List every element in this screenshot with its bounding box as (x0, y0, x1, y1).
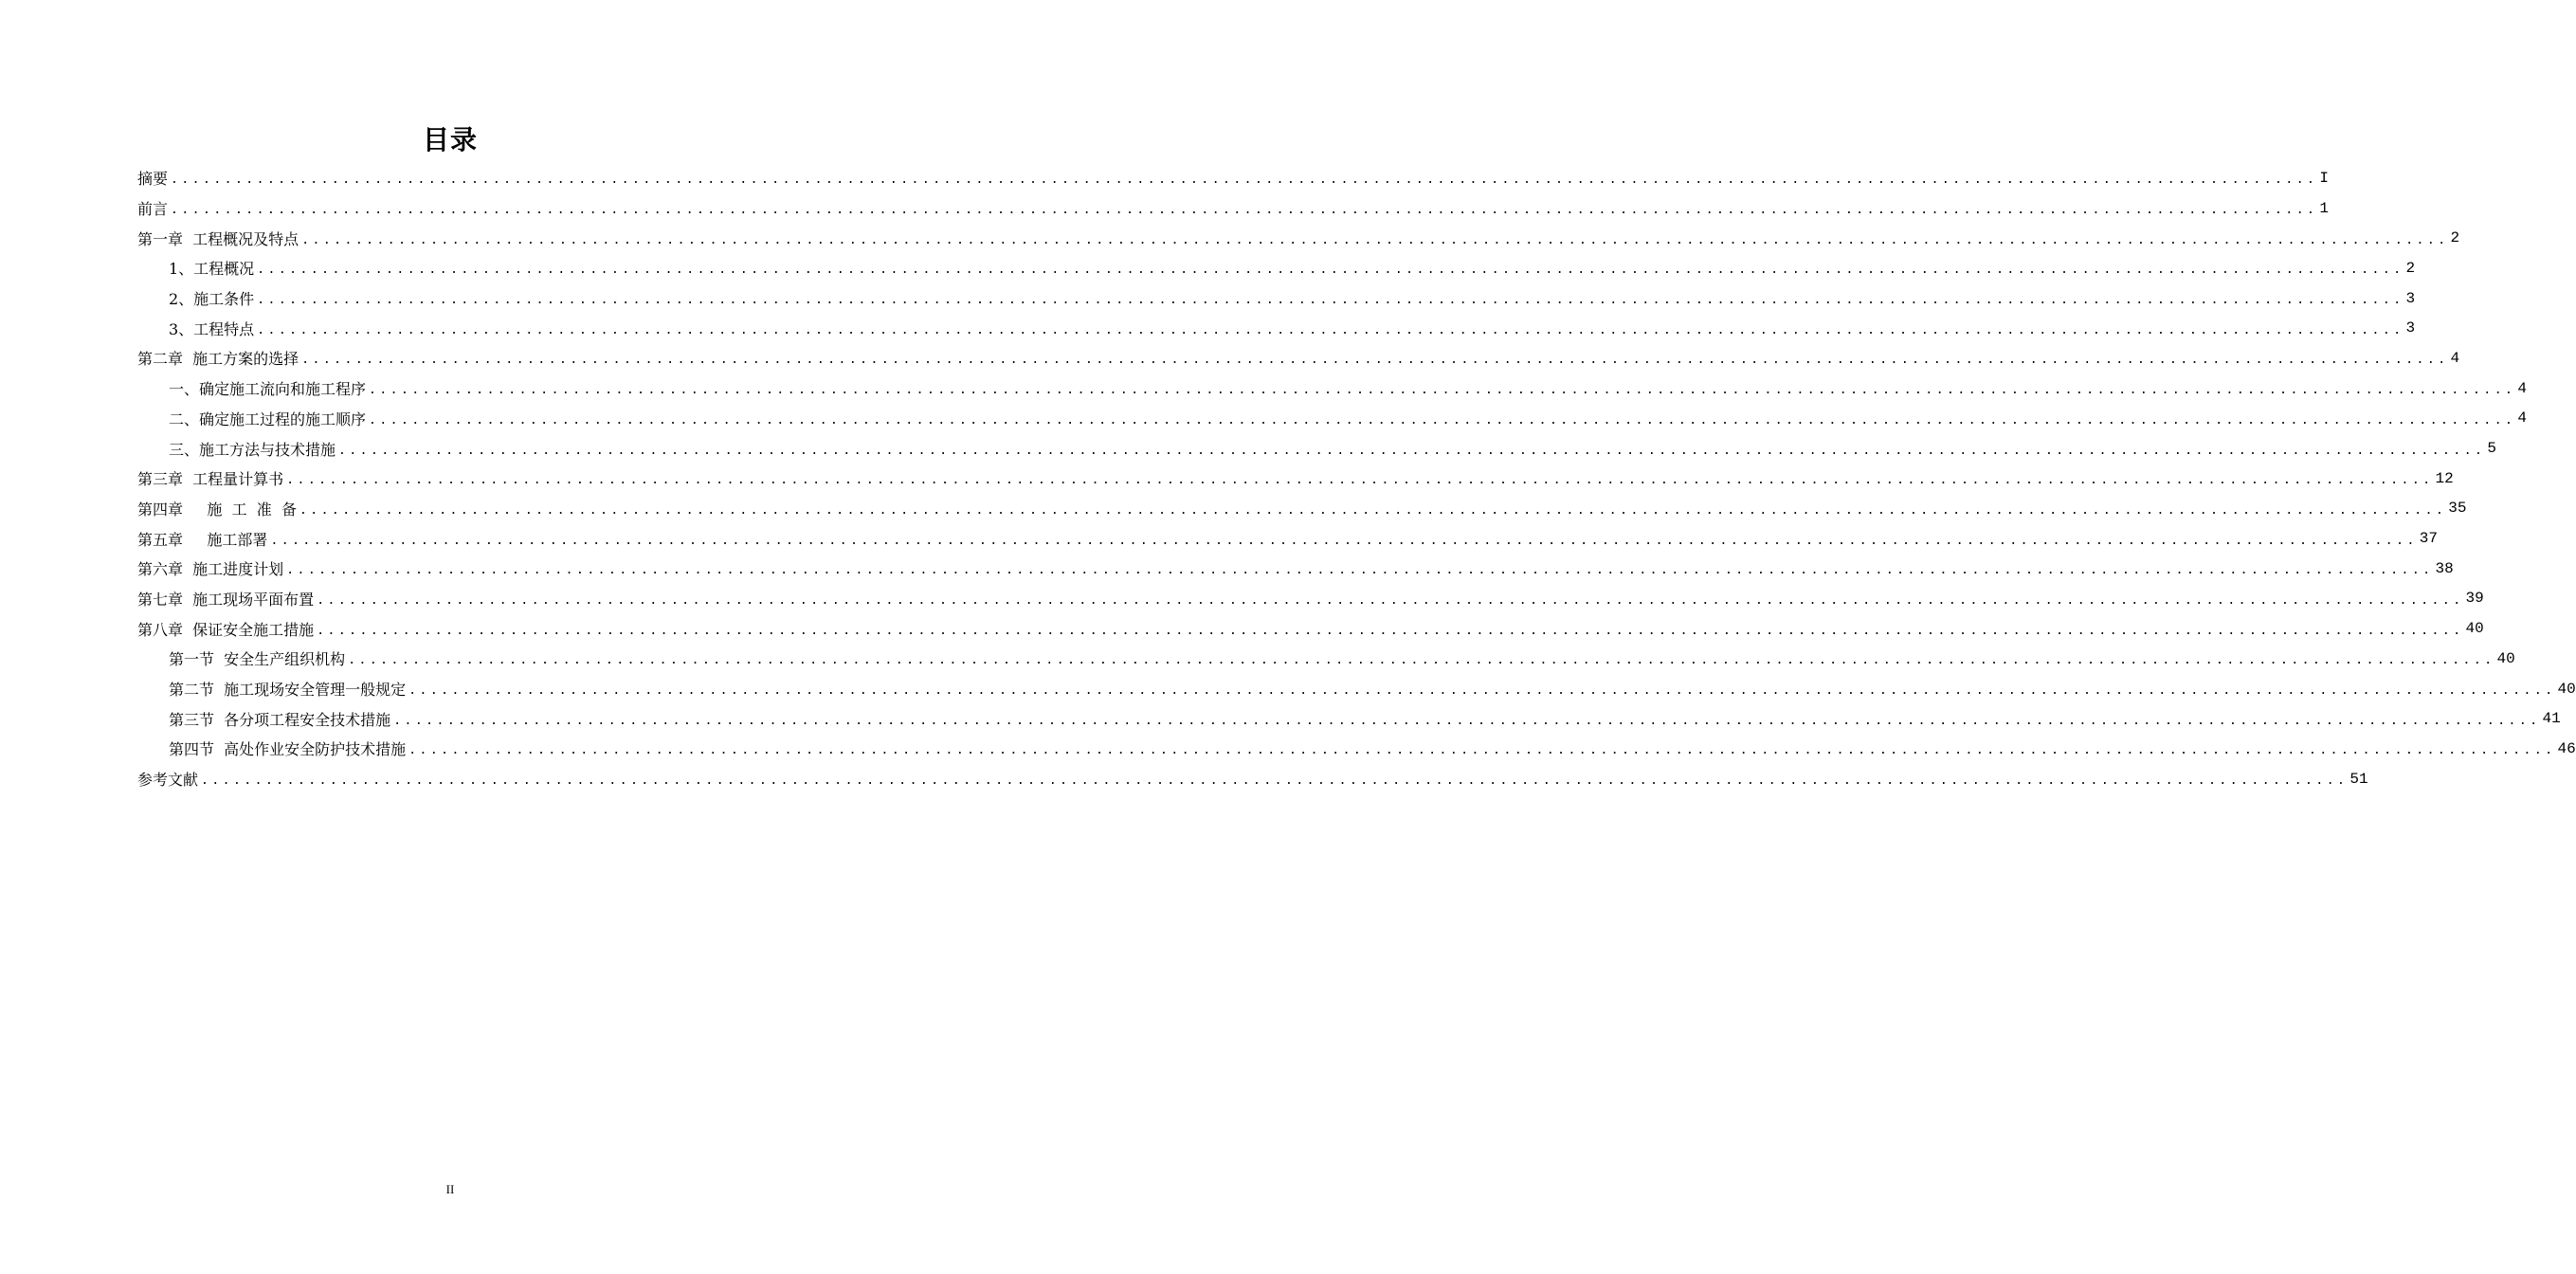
toc-dot-leader: ........................................................................................................................................................................................................ (348, 653, 2495, 668)
toc-entry-page-number: 40 (2496, 649, 2515, 667)
toc-entry[interactable] (137, 523, 2438, 554)
toc-entry-label: 一、确定施工流向和施工程序 (169, 377, 367, 399)
toc-dot-leader: ........................................................................................................................................................................................................ (317, 592, 2464, 608)
toc-entry-label: 摘要 (137, 167, 169, 189)
toc-dot-leader: ........................................................................................................................................................................................................ (338, 443, 2486, 458)
toc-entry-page-number: 5 (2487, 440, 2496, 458)
toc-entry[interactable] (137, 343, 2460, 373)
toc-entry[interactable] (137, 674, 2576, 704)
toc-entry-label: 3、工程特点 (169, 318, 255, 339)
toc-entry-page-number: 3 (2405, 319, 2416, 337)
toc-entry[interactable] (137, 734, 2576, 764)
toc-entry[interactable] (137, 163, 2329, 193)
toc-entry-page-number: 39 (2465, 590, 2484, 608)
toc-dot-leader: ........................................................................................................................................................................................................ (171, 173, 2318, 188)
toc-entry-label: 第一章 工程概况及特点 (137, 228, 299, 249)
toc-entry[interactable] (137, 613, 2484, 644)
toc-entry-page-number: 4 (2517, 379, 2527, 397)
toc-dot-leader: ........................................................................................................................................................................................................ (286, 563, 2434, 578)
toc-dot-leader: ........................................................................................................................................................................................................ (301, 353, 2449, 368)
toc-dot-leader: ........................................................................................................................................................................................................ (201, 774, 2349, 789)
toc-entry-label: 第四节 高处作业安全防护技术措施 (169, 737, 407, 759)
toc-dot-leader: ........................................................................................................................................................................................................ (171, 203, 2318, 218)
toc-entry[interactable] (137, 433, 2496, 464)
toc-entry-label: 第八章 保证安全施工措施 (137, 618, 315, 640)
toc-entry[interactable] (137, 253, 2416, 283)
toc-entry-page-number: 38 (2435, 559, 2454, 577)
toc-entry-label: 2、施工条件 (169, 287, 255, 309)
toc-entry-page-number: 41 (2542, 710, 2561, 728)
toc-entry[interactable] (137, 373, 2527, 404)
toc-dot-leader: ........................................................................................................................................................................................................ (299, 502, 2447, 518)
toc-dot-leader: ........................................................................................................................................................................................................ (369, 412, 2516, 428)
toc-entry-page-number: 1 (2319, 199, 2329, 217)
toc-entry-page-number: I (2319, 169, 2329, 187)
toc-dot-leader: ........................................................................................................................................................................................................ (286, 473, 2434, 488)
toc-dot-leader: ........................................................................................................................................................................................................ (257, 293, 2404, 308)
toc-entry[interactable] (137, 764, 2368, 794)
toc-entry-label: 第一节 安全生产组织机构 (169, 647, 346, 669)
toc-dot-leader: ........................................................................................................................................................................................................ (408, 683, 2556, 699)
toc-dot-leader: ........................................................................................................................................................................................................ (393, 713, 2541, 728)
toc-entry-page-number: 51 (2349, 770, 2368, 788)
footer-page-number: II (445, 1182, 455, 1196)
toc-dot-leader: ........................................................................................................................................................................................................ (270, 533, 2418, 548)
toc-dot-leader: ........................................................................................................................................................................................................ (317, 623, 2464, 638)
toc-entry-label: 前言 (137, 197, 169, 219)
toc-entry[interactable] (137, 404, 2527, 434)
toc-entry-label: 第四章 施 工 准 备 (137, 498, 298, 519)
toc-entry-page-number: 12 (2435, 469, 2454, 487)
toc-entry[interactable] (137, 283, 2416, 314)
toc-entry[interactable] (137, 703, 2561, 734)
toc-entry[interactable] (137, 554, 2454, 584)
toc-entry-page-number: 35 (2448, 500, 2467, 518)
toc-entry[interactable] (137, 464, 2454, 494)
toc-entry-label: 第六章 施工进度计划 (137, 557, 284, 579)
toc-entry-label: 第三章 工程量计算书 (137, 467, 284, 489)
toc-entry[interactable] (137, 644, 2515, 674)
toc-entry-page-number: 40 (2557, 680, 2576, 698)
page-title: 目录 (422, 124, 478, 155)
toc-entry-page-number: 4 (2450, 349, 2460, 367)
toc-entry[interactable] (137, 223, 2460, 253)
toc-entry-page-number: 37 (2419, 530, 2438, 548)
toc-entry-label: 第二章 施工方案的选择 (137, 347, 299, 369)
toc-entry-page-number: 2 (2405, 259, 2416, 277)
toc-dot-leader: ........................................................................................................................................................................................................ (369, 383, 2516, 398)
toc-dot-leader: ........................................................................................................................................................................................................ (257, 322, 2404, 337)
toc-entry-page-number: 4 (2517, 410, 2527, 428)
toc-entry-page-number: 3 (2405, 289, 2416, 307)
toc-dot-leader: ........................................................................................................................................................................................................ (408, 743, 2556, 758)
toc-entry[interactable] (137, 584, 2484, 614)
toc-entry-label: 第七章 施工现场平面布置 (137, 588, 315, 610)
toc-entry-page-number: 40 (2465, 620, 2484, 638)
toc-entry-label: 参考文献 (137, 768, 199, 790)
toc-dot-leader: ........................................................................................................................................................................................................ (257, 263, 2404, 278)
toc-entry[interactable] (137, 494, 2467, 524)
toc-entry[interactable] (137, 313, 2416, 343)
toc-entry-label: 第五章 施工部署 (137, 528, 268, 550)
toc-entry-page-number: 46 (2557, 739, 2576, 757)
toc-entry-label: 第二节 施工现场安全管理一般规定 (169, 678, 407, 700)
toc-dot-leader: ........................................................................................................................................................................................................ (301, 232, 2449, 247)
toc-entry-label: 三、施工方法与技术措施 (169, 438, 336, 460)
table-of-contents (137, 163, 2576, 793)
toc-entry-label: 第三节 各分项工程安全技术措施 (169, 708, 391, 730)
toc-entry-label: 1、工程概况 (169, 257, 255, 279)
toc-entry-label: 二、确定施工过程的施工顺序 (169, 408, 367, 429)
toc-entry-page-number: 2 (2450, 229, 2460, 247)
toc-entry[interactable] (137, 193, 2329, 224)
